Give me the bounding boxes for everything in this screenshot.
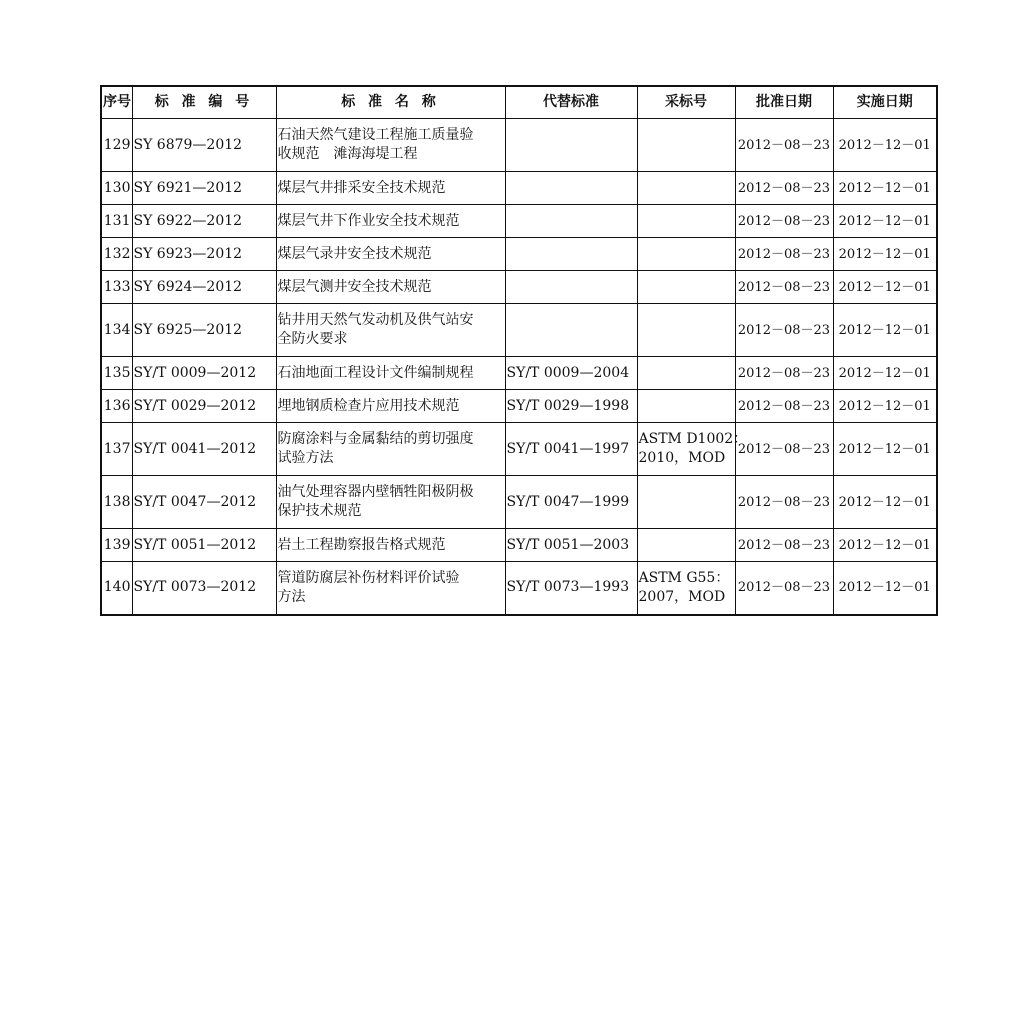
cell-name bbox=[276, 357, 505, 390]
cell-code: SY/T 0041—2012 bbox=[132, 423, 276, 476]
cell-effective: 2012－12－01 bbox=[833, 562, 937, 615]
table-header-row bbox=[101, 86, 937, 119]
cell-replaced: SY/T 0041—1997 bbox=[505, 423, 637, 476]
cell-adopted bbox=[637, 238, 735, 271]
cell-adopted-line: 2007，MOD bbox=[638, 588, 726, 605]
table-row bbox=[101, 119, 937, 172]
cell-name bbox=[276, 423, 505, 476]
table-row bbox=[101, 390, 937, 423]
cell-effective: 2012－12－01 bbox=[833, 205, 937, 238]
cell-replaced: SY/T 0029—1998 bbox=[505, 390, 637, 423]
cell-name bbox=[276, 304, 505, 357]
table-row bbox=[101, 357, 937, 390]
cell-name-line: 埋地钢质检查片应用技术规范 bbox=[277, 397, 460, 414]
cell-no: 132 bbox=[101, 238, 132, 271]
cell-replaced: SY/T 0047—1999 bbox=[505, 476, 637, 529]
table-row bbox=[101, 304, 937, 357]
cell-replaced bbox=[505, 271, 637, 304]
cell-approved: 2012－08－23 bbox=[735, 238, 833, 271]
header-effective: 实施日期 bbox=[833, 86, 937, 119]
cell-no: 140 bbox=[101, 562, 132, 615]
cell-no: 137 bbox=[101, 423, 132, 476]
cell-name bbox=[276, 119, 505, 172]
cell-replaced bbox=[505, 238, 637, 271]
cell-code: SY 6922—2012 bbox=[132, 205, 276, 238]
cell-name-line: 收规范 滩海海堤工程 bbox=[277, 146, 418, 162]
cell-name-line: 管道防腐层补伤材料评价试验 bbox=[277, 569, 460, 586]
cell-no: 135 bbox=[101, 357, 132, 390]
cell-adopted bbox=[637, 304, 735, 357]
cell-name bbox=[276, 390, 505, 423]
cell-adopted bbox=[637, 562, 735, 615]
cell-replaced bbox=[505, 172, 637, 205]
cell-approved: 2012－08－23 bbox=[735, 476, 833, 529]
cell-adopted-line: 2010，MOD bbox=[638, 450, 726, 466]
cell-effective: 2012－12－01 bbox=[833, 476, 937, 529]
table-row bbox=[101, 172, 937, 205]
cell-no: 134 bbox=[101, 304, 132, 357]
cell-effective: 2012－12－01 bbox=[833, 238, 937, 271]
cell-code: SY 6925—2012 bbox=[132, 304, 276, 357]
standards-table bbox=[100, 85, 938, 616]
cell-adopted bbox=[637, 357, 735, 390]
cell-code: SY/T 0051—2012 bbox=[132, 529, 276, 562]
cell-name-line: 煤层气测井安全技术规范 bbox=[277, 278, 432, 295]
cell-no: 136 bbox=[101, 390, 132, 423]
header-approved: 批准日期 bbox=[735, 86, 833, 119]
cell-name bbox=[276, 172, 505, 205]
cell-code: SY 6879—2012 bbox=[132, 119, 276, 172]
cell-replaced: SY/T 0051—2003 bbox=[505, 529, 637, 562]
cell-code: SY/T 0047—2012 bbox=[132, 476, 276, 529]
cell-code: SY 6921—2012 bbox=[132, 172, 276, 205]
cell-code: SY/T 0009—2012 bbox=[132, 357, 276, 390]
table-row bbox=[101, 205, 937, 238]
cell-approved: 2012－08－23 bbox=[735, 423, 833, 476]
cell-name-line: 方法 bbox=[277, 588, 306, 605]
cell-adopted bbox=[637, 172, 735, 205]
cell-name bbox=[276, 205, 505, 238]
cell-code: SY/T 0029—2012 bbox=[132, 390, 276, 423]
cell-approved: 2012－08－23 bbox=[735, 304, 833, 357]
cell-effective: 2012－12－01 bbox=[833, 529, 937, 562]
cell-replaced bbox=[505, 119, 637, 172]
cell-no: 138 bbox=[101, 476, 132, 529]
cell-approved: 2012－08－23 bbox=[735, 119, 833, 172]
cell-adopted-line: ASTM D1002： bbox=[638, 431, 748, 447]
header-no: 序号 bbox=[101, 86, 132, 119]
cell-effective: 2012－12－01 bbox=[833, 172, 937, 205]
table-row bbox=[101, 562, 937, 615]
cell-approved: 2012－08－23 bbox=[735, 271, 833, 304]
cell-name-line: 油气处理容器内壁牺牲阳极阴极 bbox=[277, 484, 474, 500]
cell-adopted bbox=[637, 529, 735, 562]
cell-name-line: 防腐涂料与金属黏结的剪切强度 bbox=[277, 431, 474, 447]
cell-code: SY/T 0073—2012 bbox=[132, 562, 276, 615]
cell-no: 131 bbox=[101, 205, 132, 238]
cell-adopted bbox=[637, 119, 735, 172]
cell-effective: 2012－12－01 bbox=[833, 119, 937, 172]
cell-approved: 2012－08－23 bbox=[735, 562, 833, 615]
header-replaced: 代替标准 bbox=[505, 86, 637, 119]
table-body bbox=[101, 119, 937, 615]
cell-effective: 2012－12－01 bbox=[833, 390, 937, 423]
cell-approved: 2012－08－23 bbox=[735, 357, 833, 390]
cell-replaced bbox=[505, 205, 637, 238]
cell-no: 130 bbox=[101, 172, 132, 205]
cell-effective: 2012－12－01 bbox=[833, 271, 937, 304]
table-row bbox=[101, 423, 937, 476]
cell-adopted bbox=[637, 476, 735, 529]
cell-adopted bbox=[637, 271, 735, 304]
header-code: 标 准 编 号 bbox=[132, 86, 276, 119]
cell-code: SY 6924—2012 bbox=[132, 271, 276, 304]
cell-name-line: 全防火要求 bbox=[277, 331, 348, 347]
cell-effective: 2012－12－01 bbox=[833, 423, 937, 476]
cell-name bbox=[276, 476, 505, 529]
cell-no: 133 bbox=[101, 271, 132, 304]
cell-name bbox=[276, 238, 505, 271]
cell-name-line: 石油地面工程设计文件编制规程 bbox=[277, 364, 474, 381]
table-row bbox=[101, 476, 937, 529]
cell-effective: 2012－12－01 bbox=[833, 357, 937, 390]
cell-approved: 2012－08－23 bbox=[735, 529, 833, 562]
header-adopted: 采标号 bbox=[637, 86, 735, 119]
cell-approved: 2012－08－23 bbox=[735, 172, 833, 205]
cell-approved: 2012－08－23 bbox=[735, 205, 833, 238]
table-row bbox=[101, 238, 937, 271]
cell-no: 129 bbox=[101, 119, 132, 172]
cell-adopted-line: ASTM G55： bbox=[638, 569, 730, 586]
cell-name-line: 岩土工程勘察报告格式规范 bbox=[277, 536, 446, 553]
cell-adopted bbox=[637, 205, 735, 238]
table-row bbox=[101, 271, 937, 304]
cell-name bbox=[276, 271, 505, 304]
cell-replaced: SY/T 0009—2004 bbox=[505, 357, 637, 390]
cell-replaced bbox=[505, 304, 637, 357]
cell-effective: 2012－12－01 bbox=[833, 304, 937, 357]
cell-replaced: SY/T 0073—1993 bbox=[505, 562, 637, 615]
header-name: 标 准 名 称 bbox=[276, 86, 505, 119]
cell-approved: 2012－08－23 bbox=[735, 390, 833, 423]
cell-code: SY 6923—2012 bbox=[132, 238, 276, 271]
cell-name-line: 煤层气录井安全技术规范 bbox=[277, 245, 432, 262]
cell-name-line: 保护技术规范 bbox=[277, 503, 362, 519]
cell-adopted bbox=[637, 423, 748, 476]
cell-name-line: 石油天然气建设工程施工质量验 bbox=[277, 127, 474, 143]
table-row bbox=[101, 529, 937, 562]
cell-name-line: 试验方法 bbox=[277, 450, 334, 466]
cell-name-line: 钻井用天然气发动机及供气站安 bbox=[277, 312, 474, 328]
cell-name-line: 煤层气井排采安全技术规范 bbox=[277, 179, 446, 196]
cell-name bbox=[276, 529, 505, 562]
cell-adopted bbox=[637, 390, 735, 423]
cell-name-line: 煤层气井下作业安全技术规范 bbox=[277, 212, 460, 229]
cell-name bbox=[276, 562, 505, 615]
cell-no: 139 bbox=[101, 529, 132, 562]
